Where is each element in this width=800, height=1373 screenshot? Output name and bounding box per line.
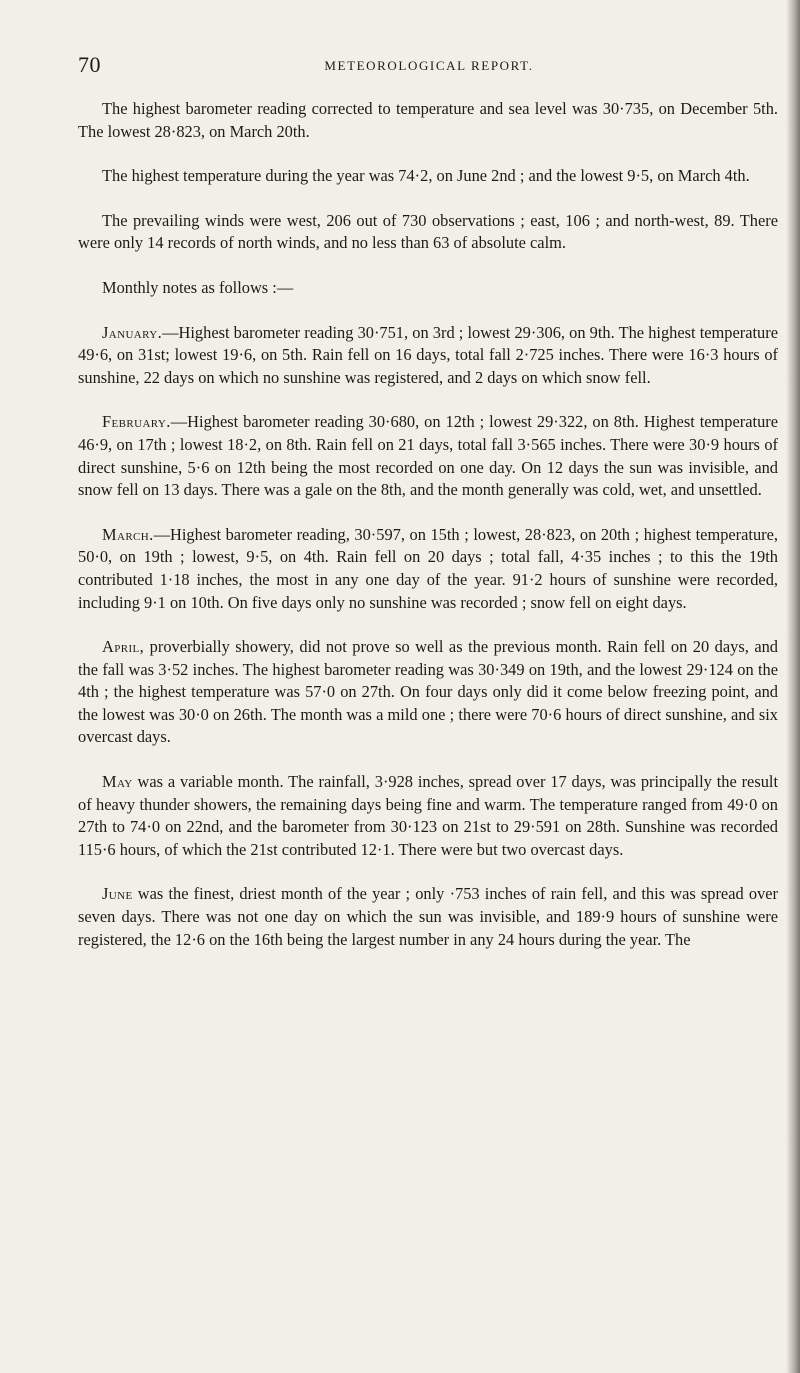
month-name-june: June [102,884,133,904]
page-number: 70 [78,52,101,77]
paragraph-january [78,322,778,390]
paragraph-winds-summary: The prevailing winds were west, 206 out of 730 observations ; east, 106 ; and north-west, 89. There were only 14 records of north winds, and no less than 63 of absolute calm. [78,210,778,253]
paragraph-june [78,883,778,951]
month-name-april: April, [102,637,145,657]
page-header [78,52,780,78]
paragraph-temperature-summary: The highest temperature during the year was 74·2, on June 2nd ; and the lowest 9·5, on March 4th. [102,166,750,186]
running-head: METEOROLOGICAL REPORT. [324,58,534,73]
month-text-march: —Highest barometer reading, 30·597, on 15th ; lowest, 28·823, on 20th ; highest temperature, 50·0, on 19th ; lowest, 9·5, on 4th. Rain fell on 20 days ; total fall, 4·35 inches ; to this the 19th contributed 1·18 inches, the most in any one day of the year. 91·2 hours of sunshine were recorded, including 9·1 on 10th. On five days only no sunshine was recorded ; snow fell on eight days. [78,524,778,612]
month-text-may: was a variable month. The rainfall, 3·928 inches, spread over 17 days, was principally the result of heavy thunder showers, the remaining days being fine and warm. The temperature ranged from 49·0 on 27th to 74·0 on 22nd, and the barometer from 30·123 on 21st to 29·591 on 28th. Sunshine was recorded 115·6 hours, of which the 21st contributed 12·1. There were but two overcast days. [78,772,778,859]
month-text-january: —Highest barometer reading 30·751, on 3rd ; lowest 29·306, on 9th. The highest temperature 49·6, on 31st; lowest 19·6, on 5th. Rain fell on 16 days, total fall 2·725 inches. There were 16·3 hours of sunshine, 22 days on which no sunshine was registered, and 2 days on which snow fell. [78,322,778,387]
paragraph-may [78,771,778,861]
month-text-june: was the finest, driest month of the year ; only ·753 inches of rain fell, and this was spread over seven days. There was not one day on which the sun was invisible, and 189·9 hours of sunshine were registered, the 12·6 on the 16th being the largest number in any 24 hours during the year. The [78,884,778,949]
paragraph-april [78,636,778,749]
month-name-january: January. [102,322,163,342]
report-body [78,98,778,973]
month-text-february: —Highest barometer reading 30·680, on 12th ; lowest 29·322, on 8th. Highest temperature 46·9, on 17th ; lowest 18·2, on 8th. Rain fell on 21 days, total fall 3·565 inches. There were 30·9 hours of direct sunshine, 5·6 on 12th being the most recorded on one day. On 12 days the sun was invisible, and snow fell on 13 days. There was a gale on the 8th, and the month generally was cold, wet, and unsettled. [78,412,778,500]
paragraph-february [78,411,778,501]
paragraph-barometer-summary: The highest barometer reading corrected to temperature and sea level was 30·735, on December 5th. The lowest 28·823, on March 20th. [78,99,778,141]
page-edge-shadow [786,0,800,1373]
paragraph-monthly-intro: Monthly notes as follows :— [102,277,294,297]
paragraph-march [78,524,778,614]
month-text-april: proverbially showery, did not prove so well as the previous month. Rain fell on 20 days, and the fall was 3·52 inches. The highest barometer reading was 30·349 on 19th, and the lowest 29·124 on the 4th ; the highest temperature was 57·0 on 27th. On four days only did it come below freezing point, and the lowest was 30·0 on 26th. The month was a mild one ; there were 70·6 hours of direct sunshine, and six overcast days. [78,637,778,747]
month-name-march: March. [102,524,154,544]
month-name-may: May [102,772,133,792]
month-name-february: February. [102,412,171,432]
